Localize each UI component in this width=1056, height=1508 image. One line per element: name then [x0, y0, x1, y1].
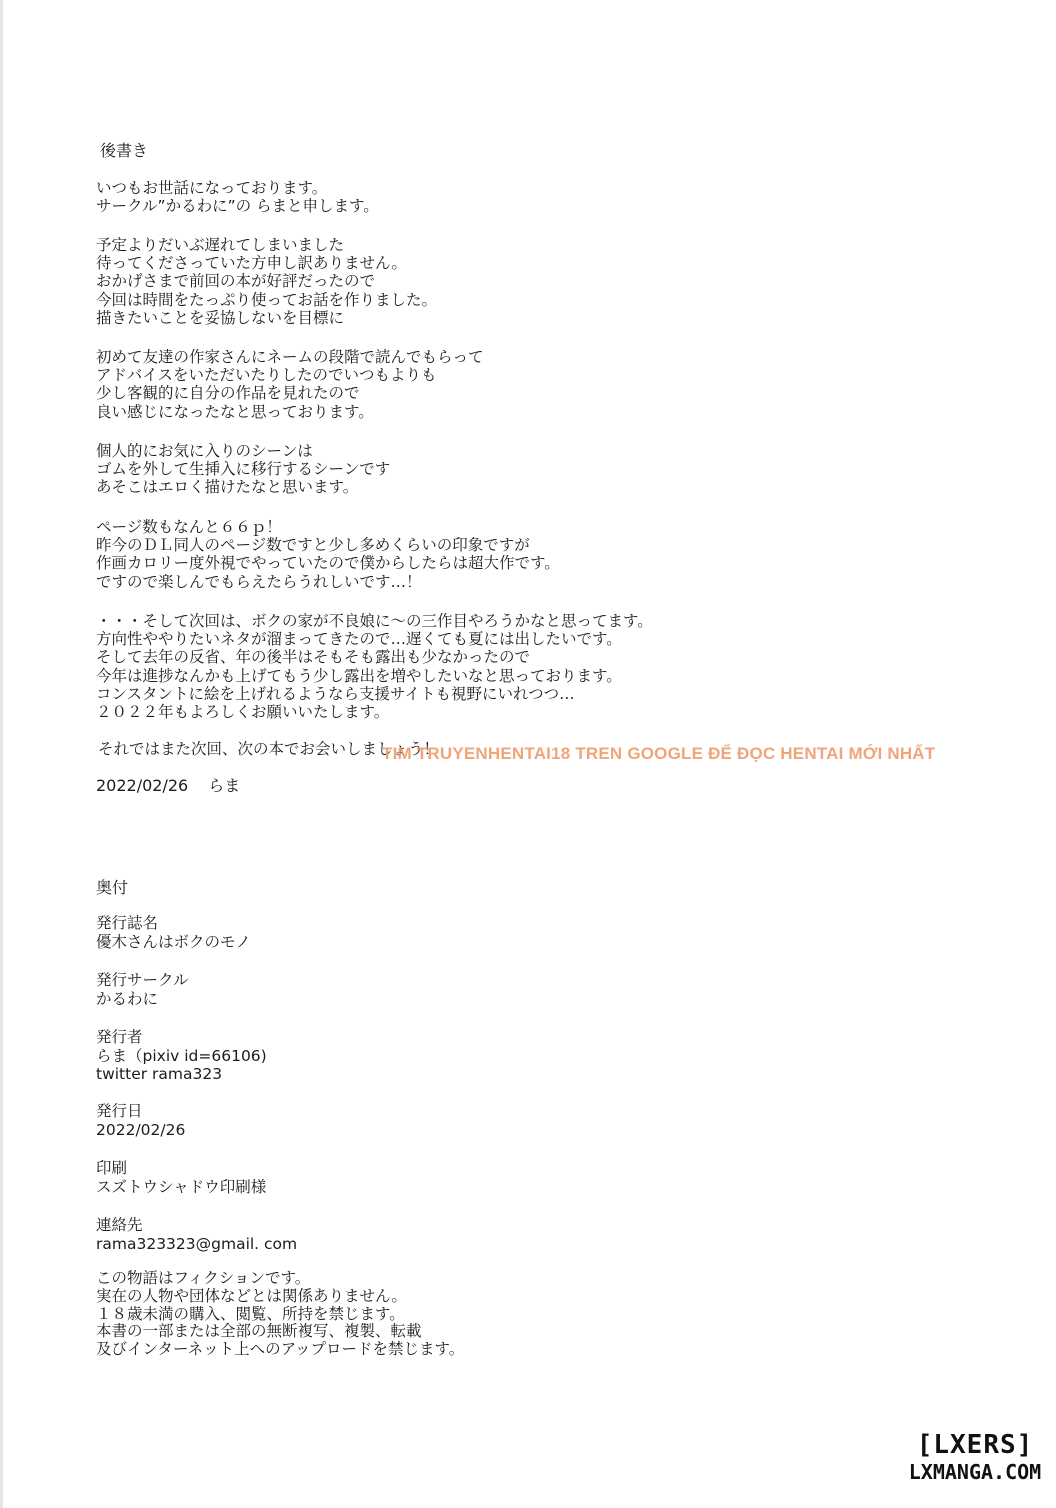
watermark-text: TIM TRUYENHENTAI18 TREN GOOGLE ĐỂ ĐỌC HENTAI MỚI NHẤT	[382, 744, 936, 763]
text-line: 予定よりだいぶ遅れてしまいました	[96, 236, 345, 254]
colophon-item-title	[96, 914, 251, 951]
text-line: ・・・そして次回は、ボクの家が不良娘に〜の三作目やろうかなと思ってます。	[96, 612, 653, 630]
text-line: 今回は時間をたっぷり使ってお話を作りました。	[96, 290, 438, 309]
colophon-value: rama323323@gmail. com	[96, 1234, 298, 1253]
colophon-item-date	[96, 1102, 185, 1139]
colophon-value: twitter rama323	[96, 1065, 223, 1083]
text-line: あそこはエロく描けたなと思います。	[96, 478, 359, 497]
text-line: コンスタントに絵を上げれるようなら支援サイトも視野にいれつつ…	[96, 684, 575, 703]
afterword-paragraph-5	[96, 518, 560, 591]
afterword-paragraph-3	[96, 348, 484, 421]
logo-bottom-text: LXMANGA.COM	[908, 1460, 1042, 1484]
colophon-value: 2022/02/26	[96, 1120, 186, 1139]
legal-notice	[96, 1270, 464, 1359]
logo-top-text: [LXERS]	[916, 1430, 1034, 1460]
text-line: 待ってくださっていた方申し訳ありません。	[96, 254, 407, 273]
afterword-paragraph-2	[96, 236, 437, 327]
notice-line: １８歳未満の購入、閲覧、所持を禁じます。	[96, 1304, 405, 1323]
afterword-date: 2022/02/26	[96, 776, 189, 795]
text-line: いつもお世話になっております。	[96, 179, 328, 197]
afterword-title: 後書き	[100, 141, 149, 160]
text-line: 昨今のＤＬ同人のページ数ですと少し多めくらいの印象ですが	[96, 536, 530, 555]
colophon-title: 奥付	[96, 878, 129, 897]
text-line: 少し客観的に自分の作品を見れたので	[96, 384, 360, 403]
colophon-item-publisher	[96, 1028, 267, 1084]
colophon-value: らま（pixiv id=66106)	[96, 1046, 267, 1065]
text-line: 今年は進捗なんかも上げてもう少し露出を増やしたいなと思っております。	[96, 666, 622, 685]
colophon-label: 印刷	[96, 1159, 128, 1177]
colophon-label: 発行サークル	[96, 971, 189, 989]
colophon-value: 優木さんはボクのモノ	[96, 932, 251, 951]
notice-line: 実在の人物や団体などとは関係ありません。	[96, 1286, 407, 1305]
text-line: 方向性ややりたいネタが溜まってきたので…遅くても夏には出したいです。	[96, 630, 622, 649]
page-edge	[0, 0, 3, 1508]
text-line: おかげさまで前回の本が好評だったので	[96, 272, 376, 291]
colophon-label: 発行誌名	[96, 914, 159, 932]
text-line: 良い感じになったなと思っております。	[96, 402, 374, 421]
afterword-date-line	[96, 776, 240, 796]
text-line: ゴムを外して生挿入に移行するシーンです	[96, 460, 391, 479]
text-line: 作画カロリー度外視でやっていたので僕からしたらは超大作です。	[96, 554, 560, 573]
site-logo	[900, 1430, 1050, 1502]
colophon-item-contact	[96, 1216, 297, 1253]
afterword-paragraph-6	[96, 612, 653, 721]
text-line: ページ数もなんと６６ｐ！	[96, 518, 282, 536]
colophon-label: 発行日	[96, 1102, 143, 1120]
text-line: ２０２２年もよろしくお願いいたします。	[96, 703, 390, 722]
colophon-value: スズトウシャドウ印刷様	[96, 1177, 267, 1196]
notice-line: この物語はフィクションです。	[96, 1269, 311, 1287]
text-line: 個人的にお気に入りのシーンは	[96, 442, 313, 460]
colophon-label: 連絡先	[96, 1216, 143, 1234]
afterword-paragraph-4	[96, 442, 390, 497]
colophon-item-printing	[96, 1159, 266, 1196]
notice-line: 本書の一部または全部の無断複写、複製、転載	[96, 1322, 422, 1341]
text-line: アドバイスをいただいたりしたのでいつもよりも	[96, 366, 437, 385]
text-line: サークル”かるわに”の らまと申します。	[96, 197, 379, 216]
text-line: ですので楽しんでもらえたらうれしいです…！	[96, 572, 422, 591]
colophon-label: 発行者	[96, 1028, 143, 1046]
afterword-closing: それではまた次回、次の本でお会いしましょう！	[98, 740, 440, 758]
colophon-item-circle	[96, 971, 189, 1008]
colophon-value: かるわに	[96, 989, 159, 1008]
text-line: そして去年の反省、年の後半はそもそも露出も少なかったので	[96, 648, 531, 667]
text-line: 描きたいことを妥協しないを目標に	[96, 308, 345, 327]
afterword-paragraph-1	[96, 179, 379, 215]
afterword-signature: らま	[208, 776, 241, 795]
notice-line: 及びインターネット上へのアップロードを禁じます。	[96, 1340, 465, 1359]
text-line: 初めて友達の作家さんにネームの段階で読んでもらって	[96, 348, 484, 366]
